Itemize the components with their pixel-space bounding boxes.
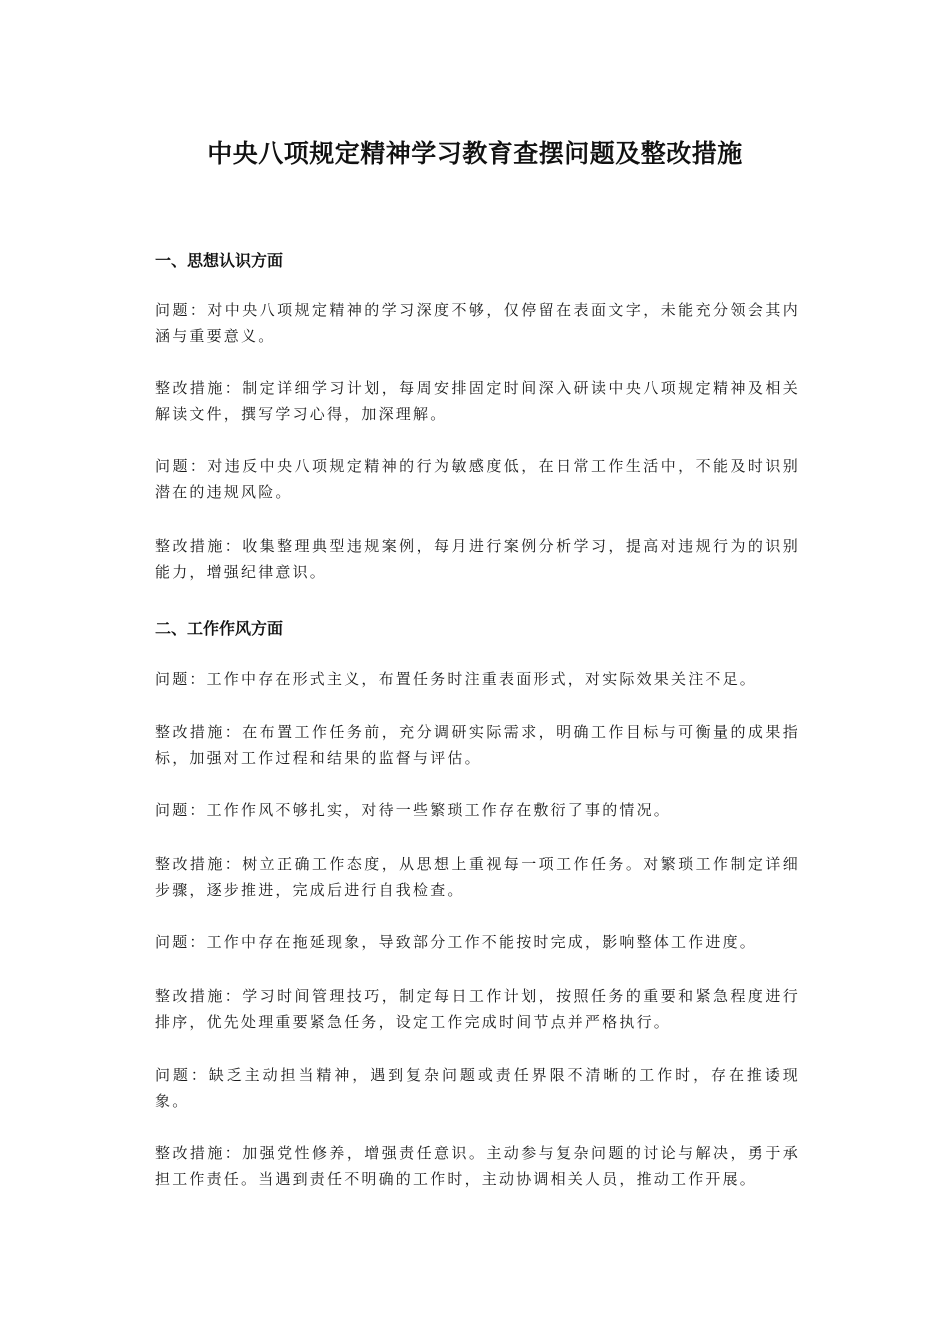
paragraph-problem: 问题：工作中存在拖延现象，导致部分工作不能按时完成，影响整体工作进度。 [155, 933, 758, 951]
paragraph-problem: 问题：缺乏主动担当精神，遇到复杂问题或责任界限不清晰的工作时，存在推诿现象。 [155, 1066, 800, 1110]
document-title: 中央八项规定精神学习教育查摆问题及整改措施 [207, 139, 743, 168]
section-heading-thinking: 一、思想认识方面 [155, 251, 284, 270]
paragraph-rectification: 整改措施：学习时间管理技巧，制定每日工作计划，按照任务的重要和紧急程度进行排序，优先处理重要紧急任务，设定工作完成时间节点并严格执行。 [155, 987, 800, 1031]
paragraph-rectification: 整改措施：收集整理典型违规案例，每月进行案例分析学习，提高对违规行为的识别能力，增强纪律意识。 [155, 537, 800, 581]
paragraph-rectification: 整改措施：制定详细学习计划，每周安排固定时间深入研读中央八项规定精神及相关解读文件，撰写学习心得，加深理解。 [155, 379, 800, 423]
paragraph-rectification: 整改措施：在布置工作任务前，充分调研实际需求，明确工作目标与可衡量的成果指标，加强对工作过程和结果的监督与评估。 [155, 723, 800, 767]
paragraph-rectification: 整改措施：加强党性修养，增强责任意识。主动参与复杂问题的讨论与解决，勇于承担工作责任。当遇到责任不明确的工作时，主动协调相关人员，推动工作开展。 [155, 1144, 800, 1188]
section-heading-work-style: 二、工作作风方面 [155, 619, 284, 638]
paragraph-problem: 问题：工作中存在形式主义，布置任务时注重表面形式，对实际效果关注不足。 [155, 670, 758, 688]
paragraph-rectification: 整改措施：树立正确工作态度，从思想上重视每一项工作任务。对繁琐工作制定详细步骤，逐步推进，完成后进行自我检查。 [155, 855, 800, 899]
paragraph-problem: 问题：对违反中央八项规定精神的行为敏感度低，在日常工作生活中，不能及时识别潜在的违规风险。 [155, 457, 800, 501]
paragraph-problem: 问题：对中央八项规定精神的学习深度不够，仅停留在表面文字，未能充分领会其内涵与重要意义。 [155, 301, 800, 345]
paragraph-problem: 问题：工作作风不够扎实，对待一些繁琐工作存在敷衍了事的情况。 [155, 801, 672, 819]
